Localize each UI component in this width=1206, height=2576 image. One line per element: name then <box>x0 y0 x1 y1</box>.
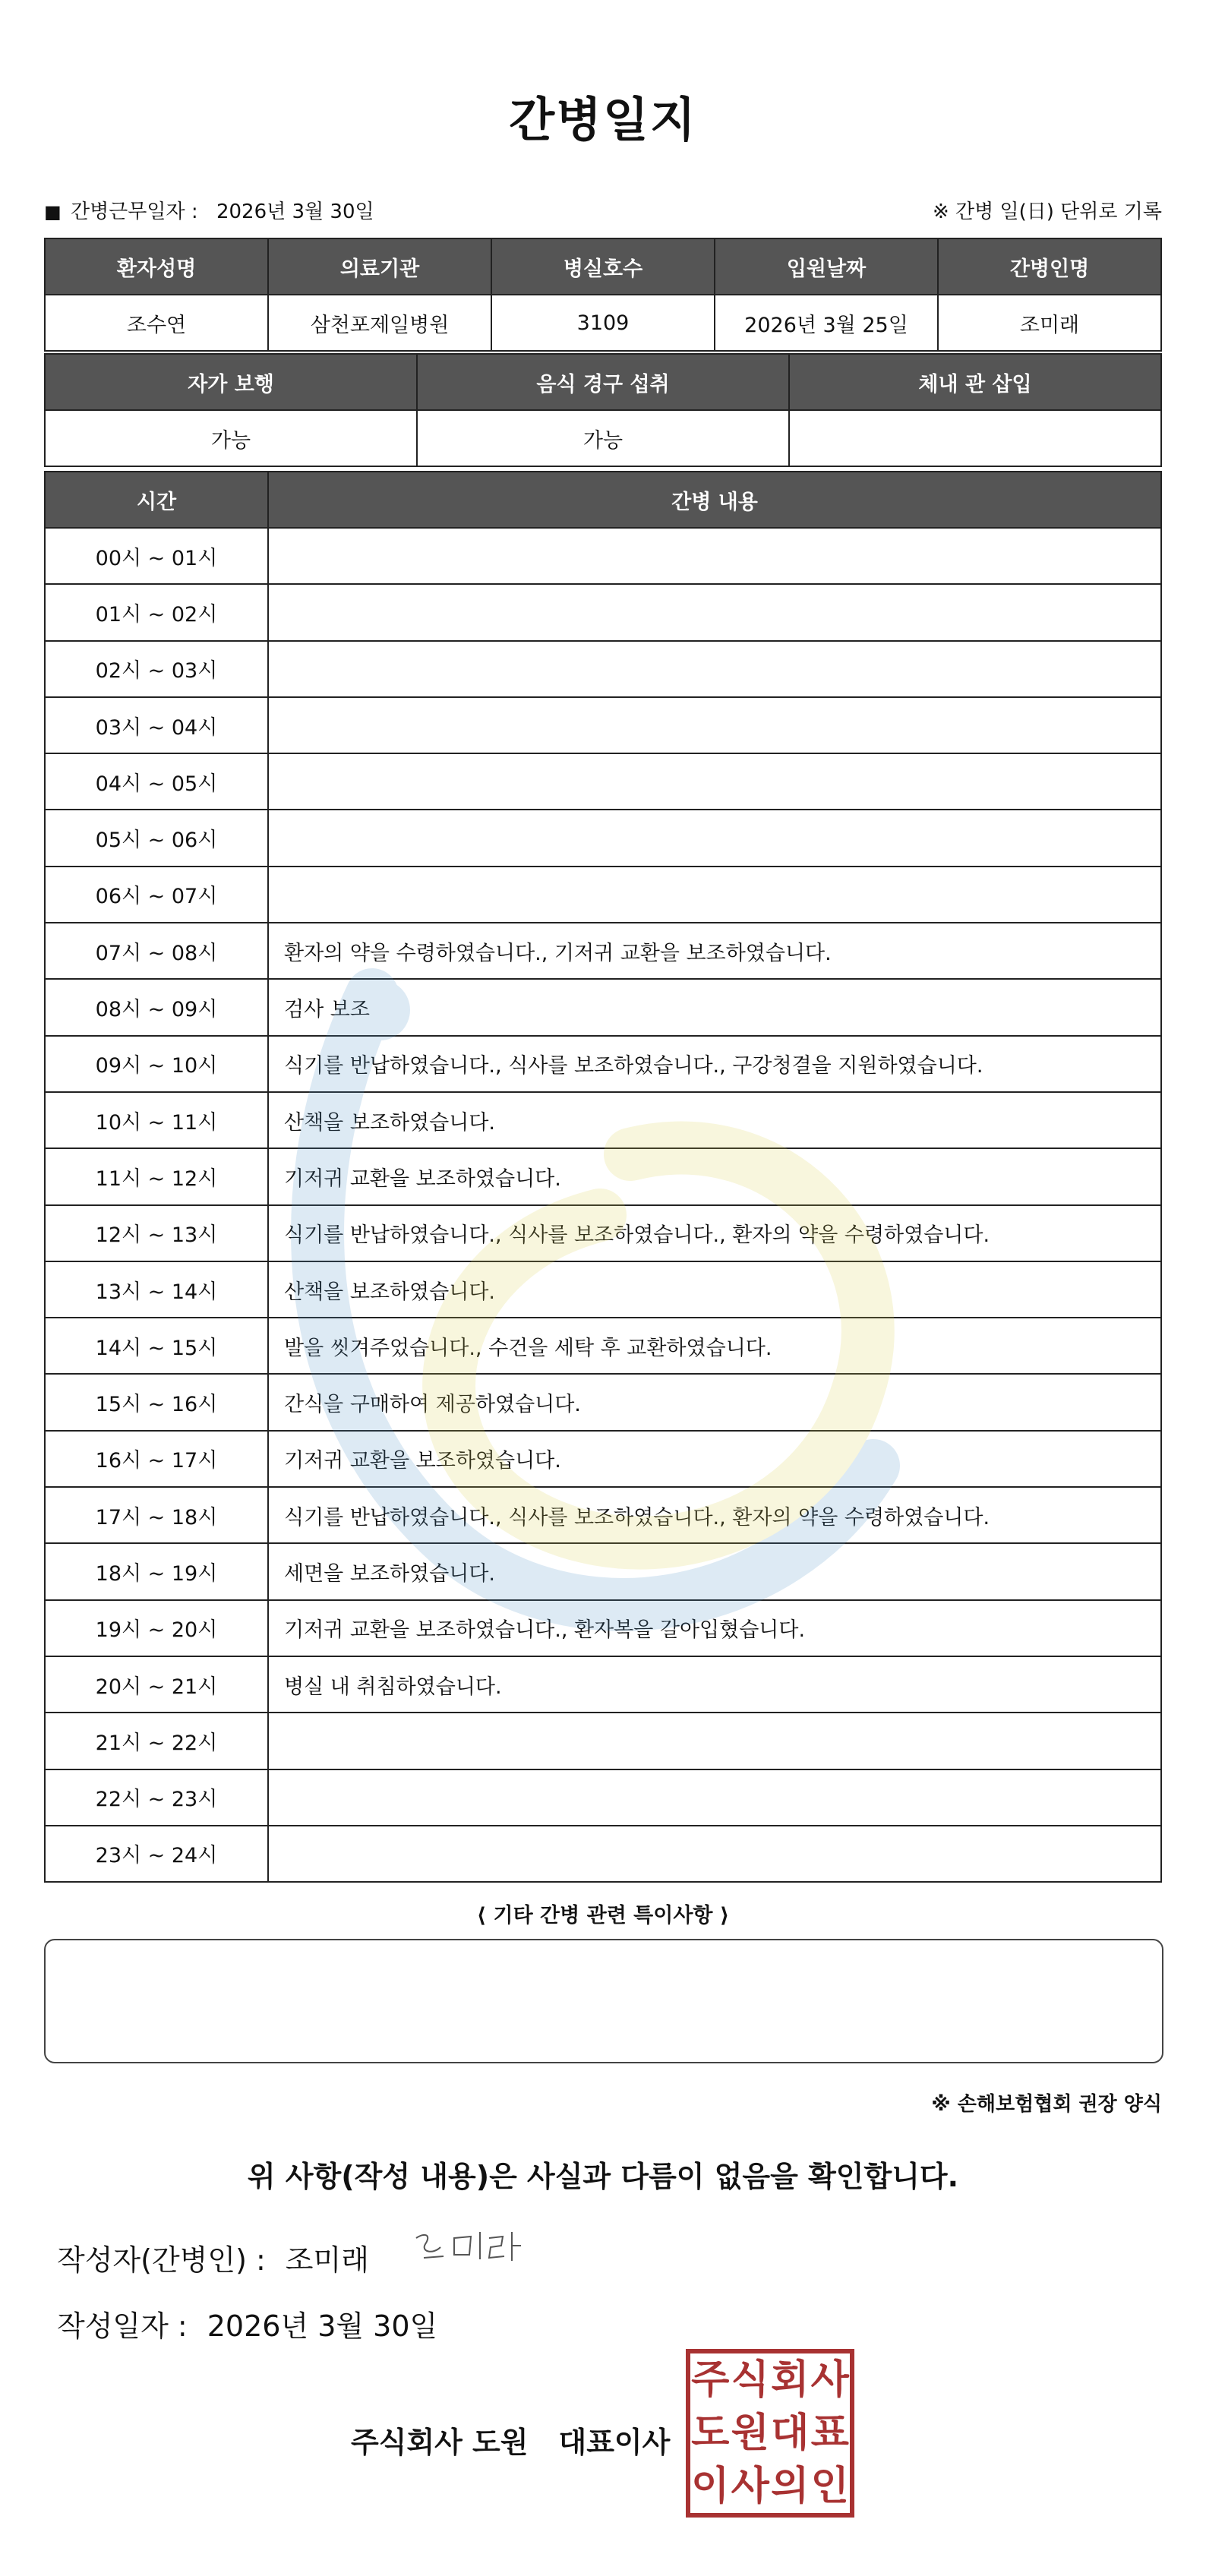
log-row <box>45 1036 1161 1092</box>
log-time: 15시 ~ 16시 <box>45 1374 268 1430</box>
log-time: 00시 ~ 01시 <box>45 528 268 584</box>
log-content <box>268 697 1161 753</box>
log-row <box>45 1543 1161 1599</box>
log-content: 기저귀 교환을 보조하였습니다., 환자복을 갈아입혔습니다. <box>268 1600 1161 1656</box>
log-time: 11시 ~ 12시 <box>45 1148 268 1204</box>
log-content: 기저귀 교환을 보조하였습니다. <box>268 1148 1161 1204</box>
seal-char: 도 <box>691 2410 730 2456</box>
log-row <box>45 1318 1161 1374</box>
seal-char: 의 <box>771 2464 810 2509</box>
care-log-table <box>44 471 1162 1883</box>
seal-row-3 <box>690 2460 850 2513</box>
log-content: 식기를 반납하였습니다., 식사를 보조하였습니다., 구강청결을 지원하였습니다. <box>268 1036 1161 1092</box>
log-time: 14시 ~ 15시 <box>45 1318 268 1374</box>
log-row <box>45 1713 1161 1769</box>
header-hospital: 의료기관 <box>268 238 491 295</box>
seal-char: 원 <box>731 2410 769 2456</box>
self-walking: 가능 <box>45 410 417 466</box>
signature-icon <box>410 2221 532 2275</box>
seal-char: 주 <box>691 2357 730 2403</box>
log-row <box>45 1205 1161 1261</box>
seal-char: 사 <box>731 2464 769 2509</box>
log-time: 06시 ~ 07시 <box>45 867 268 923</box>
log-row <box>45 1826 1161 1882</box>
tube-insertion <box>789 410 1161 466</box>
log-content: 식기를 반납하였습니다., 식사를 보조하였습니다., 환자의 약을 수령하였습니다. <box>268 1487 1161 1543</box>
written-date-value: 2026년 3월 30일 <box>207 2309 438 2343</box>
writer-label: 작성자(간병인) : <box>57 2243 266 2277</box>
log-row <box>45 1431 1161 1487</box>
log-row <box>45 979 1161 1035</box>
log-time: 12시 ~ 13시 <box>45 1205 268 1261</box>
recommend-note: ※ 손해보험협회 권장 양식 <box>931 2093 1162 2116</box>
log-time: 19시 ~ 20시 <box>45 1600 268 1656</box>
square-bullet-icon: ■ <box>44 201 62 223</box>
seal-char: 인 <box>810 2464 849 2509</box>
company-line <box>351 2419 670 2461</box>
work-date <box>44 196 374 224</box>
log-row <box>45 1656 1161 1713</box>
log-time: 02시 ~ 03시 <box>45 641 268 697</box>
log-content <box>268 528 1161 584</box>
log-time: 21시 ~ 22시 <box>45 1713 268 1769</box>
seal-char: 이 <box>691 2464 730 2509</box>
log-content: 기저귀 교환을 보조하였습니다. <box>268 1431 1161 1487</box>
log-time: 01시 ~ 02시 <box>45 584 268 640</box>
log-time: 07시 ~ 08시 <box>45 923 268 979</box>
log-content: 산책을 보조하였습니다. <box>268 1261 1161 1318</box>
log-content <box>268 753 1161 810</box>
record-unit-note: ※ 간병 일(日) 단위로 기록 <box>932 200 1162 223</box>
log-time: 18시 ~ 19시 <box>45 1543 268 1599</box>
log-row <box>45 1148 1161 1204</box>
company-title: 대표이사 <box>558 2426 671 2459</box>
work-date-value: 2026년 3월 30일 <box>216 200 374 223</box>
confirmation-statement: 위 사항(작성 내용)은 사실과 다름이 없음을 확인합니다. <box>247 2160 959 2193</box>
log-row <box>45 867 1161 923</box>
log-time: 13시 ~ 14시 <box>45 1261 268 1318</box>
header-room-number: 병실호수 <box>491 238 715 295</box>
header-admission-date: 입원날짜 <box>715 238 938 295</box>
seal-row-1 <box>690 2353 850 2407</box>
company-name: 주식회사 도원 <box>351 2426 529 2459</box>
log-content <box>268 810 1161 866</box>
patient-info-table <box>44 238 1162 352</box>
seal-char: 표 <box>810 2410 849 2456</box>
written-date-label: 작성일자 : <box>57 2309 188 2343</box>
log-content: 발을 씻겨주었습니다., 수건을 세탁 후 교환하였습니다. <box>268 1318 1161 1374</box>
log-row <box>45 923 1161 979</box>
log-row <box>45 1600 1161 1656</box>
log-row <box>45 1374 1161 1430</box>
header-caregiver-name: 간병인명 <box>938 238 1161 295</box>
header-care-content: 간병 내용 <box>268 472 1161 528</box>
log-time: 03시 ~ 04시 <box>45 697 268 753</box>
admission-date: 2026년 3월 25일 <box>715 295 938 351</box>
header-tube-insertion: 체내 관 삽입 <box>789 354 1161 410</box>
ability-table <box>44 353 1162 467</box>
header-self-walking: 자가 보행 <box>45 354 417 410</box>
seal-char: 사 <box>810 2357 849 2403</box>
log-row <box>45 753 1161 810</box>
log-time: 20시 ~ 21시 <box>45 1656 268 1713</box>
document-title: 간병일지 <box>509 92 697 147</box>
log-content: 검사 보조 <box>268 979 1161 1035</box>
log-row <box>45 584 1161 640</box>
log-content: 병실 내 취침하였습니다. <box>268 1656 1161 1713</box>
special-notes-box <box>44 1939 1163 2063</box>
header-patient-name: 환자성명 <box>45 238 268 295</box>
log-row <box>45 1092 1161 1148</box>
header-oral-intake: 음식 경구 섭취 <box>417 354 789 410</box>
company-seal-stamp <box>686 2349 854 2518</box>
seal-char: 식 <box>731 2357 769 2403</box>
work-date-label: 간병근무일자 : <box>70 200 198 223</box>
seal-char: 회 <box>771 2357 810 2403</box>
log-time: 10시 ~ 11시 <box>45 1092 268 1148</box>
room-number: 3109 <box>491 295 715 351</box>
log-time: 04시 ~ 05시 <box>45 753 268 810</box>
log-content: 간식을 구매하여 제공하였습니다. <box>268 1374 1161 1430</box>
caregiver-name: 조미래 <box>938 295 1161 351</box>
log-content <box>268 1713 1161 1769</box>
log-time: 22시 ~ 23시 <box>45 1769 268 1826</box>
log-time: 23시 ~ 24시 <box>45 1826 268 1882</box>
log-content: 산책을 보조하였습니다. <box>268 1092 1161 1148</box>
log-content <box>268 584 1161 640</box>
special-notes-label: ⟨ 기타 간병 관련 특이사항 ⟩ <box>476 1904 730 1927</box>
written-date-row <box>57 2303 437 2344</box>
log-content: 식기를 반납하였습니다., 식사를 보조하였습니다., 환자의 약을 수령하였습니다. <box>268 1205 1161 1261</box>
log-time: 08시 ~ 09시 <box>45 979 268 1035</box>
log-row <box>45 697 1161 753</box>
log-row <box>45 1769 1161 1826</box>
log-content <box>268 1769 1161 1826</box>
log-time: 17시 ~ 18시 <box>45 1487 268 1543</box>
log-row <box>45 641 1161 697</box>
log-content <box>268 867 1161 923</box>
writer-row <box>57 2237 369 2278</box>
writer-name: 조미래 <box>285 2243 369 2277</box>
hospital: 삼천포제일병원 <box>268 295 491 351</box>
log-row <box>45 528 1161 584</box>
seal-row-2 <box>690 2407 850 2460</box>
oral-intake: 가능 <box>417 410 789 466</box>
log-time: 16시 ~ 17시 <box>45 1431 268 1487</box>
log-content <box>268 1826 1161 1882</box>
log-content <box>268 641 1161 697</box>
log-content: 환자의 약을 수령하였습니다., 기저귀 교환을 보조하였습니다. <box>268 923 1161 979</box>
log-row <box>45 1487 1161 1543</box>
log-row <box>45 810 1161 866</box>
log-time: 09시 ~ 10시 <box>45 1036 268 1092</box>
log-content: 세면을 보조하였습니다. <box>268 1543 1161 1599</box>
seal-char: 대 <box>771 2410 810 2456</box>
patient-name: 조수연 <box>45 295 268 351</box>
log-row <box>45 1261 1161 1318</box>
log-time: 05시 ~ 06시 <box>45 810 268 866</box>
header-time: 시간 <box>45 472 268 528</box>
